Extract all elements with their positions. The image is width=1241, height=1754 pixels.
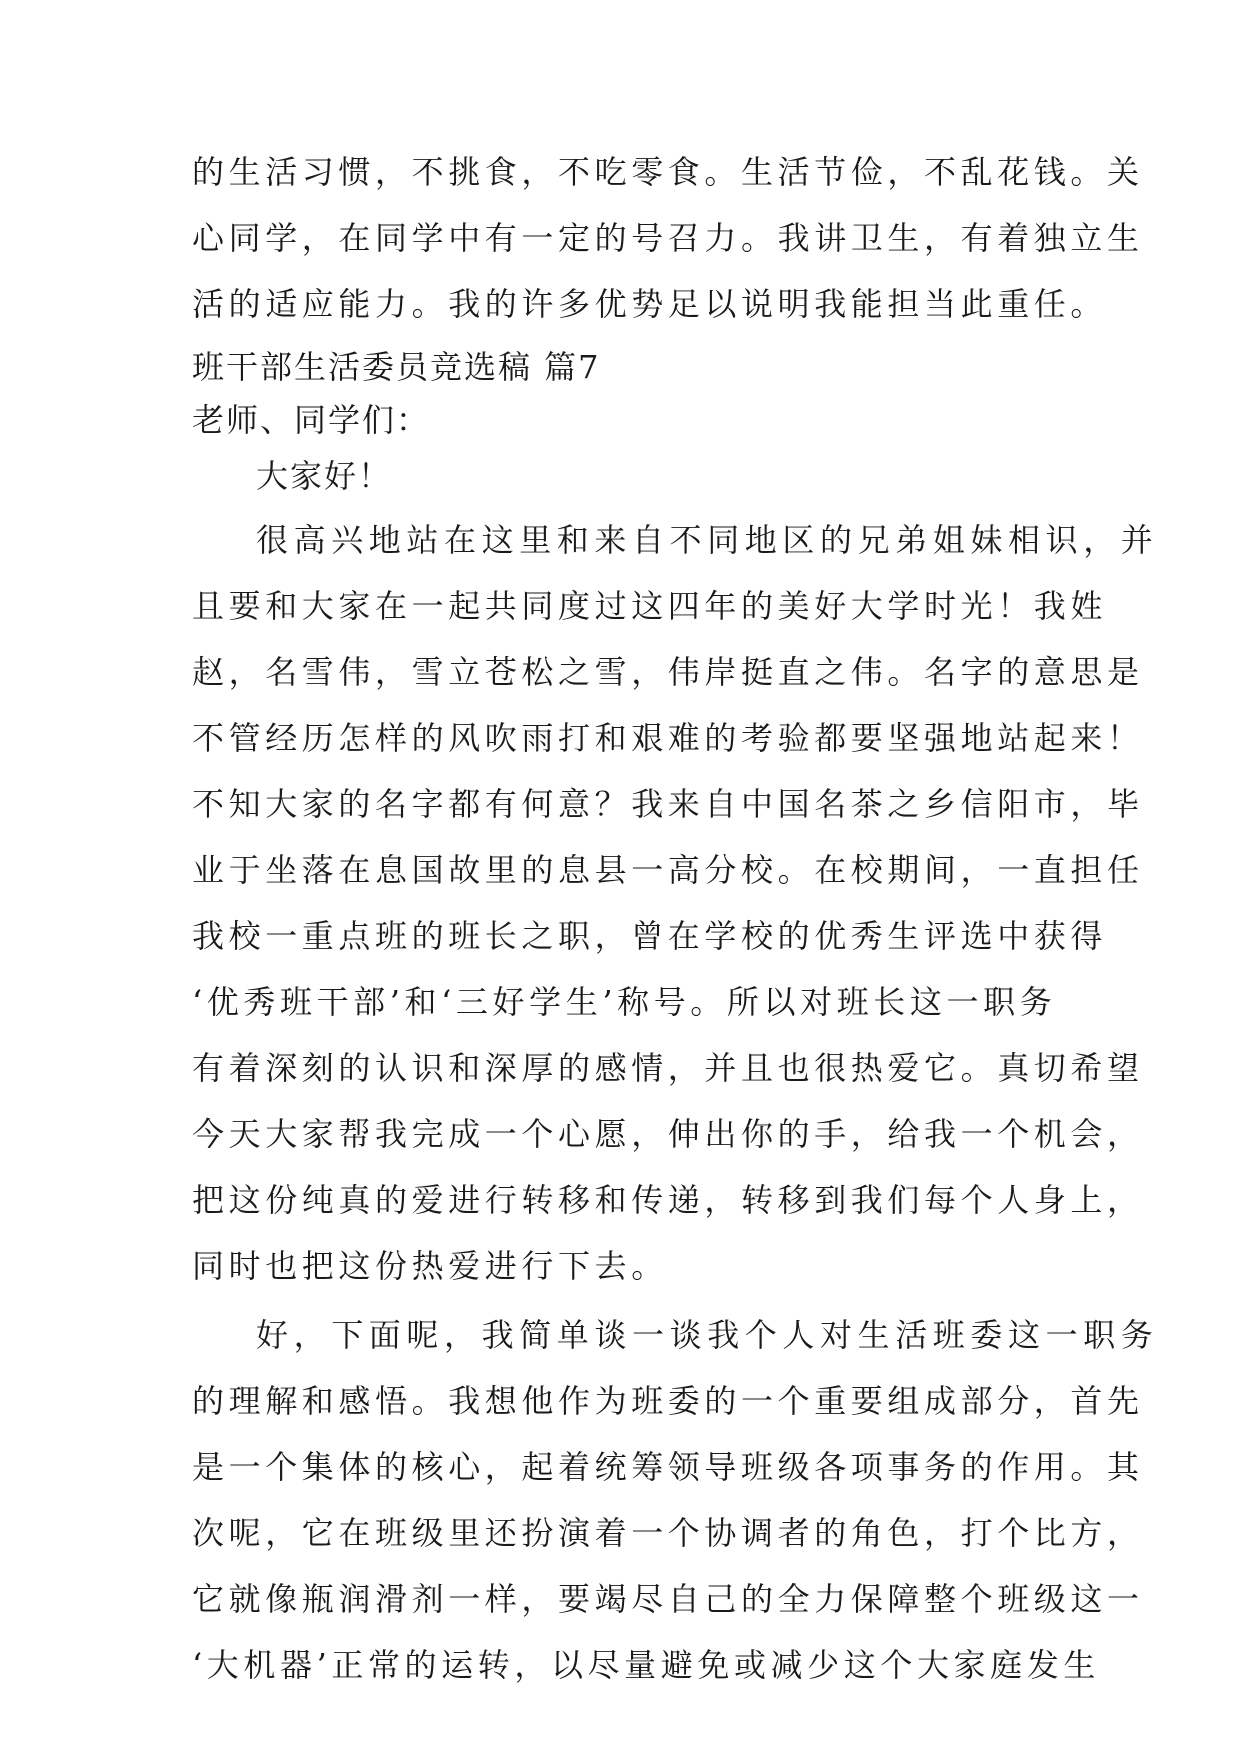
- paragraph-line: 活的适应能力。我的许多优势足以说明我能担当此重任。: [192, 285, 1108, 323]
- paragraph-line: 它就像瓶润滑剂一样，要竭尽自己的全力保障整个班级这一: [192, 1580, 1144, 1618]
- paragraph-line: 不知大家的名字都有何意？我来自中国名茶之乡信阳市，毕: [192, 785, 1144, 823]
- paragraph-line: 今天大家帮我完成一个心愿，伸出你的手，给我一个机会，: [192, 1115, 1144, 1153]
- greeting: 大家好！: [256, 457, 393, 495]
- paragraph-line: 赵，名雪伟，雪立苍松之雪，伟岸挺直之伟。名字的意思是: [192, 653, 1144, 691]
- paragraph-line: 的理解和感悟。我想他作为班委的一个重要组成部分，首先: [192, 1382, 1144, 1420]
- paragraph-line: ‘大机器’正常的运转，以尽量避免或减少这个大家庭发生: [192, 1646, 1100, 1684]
- paragraph-line: 不管经历怎样的风吹雨打和艰难的考验都要坚强地站起来！: [192, 719, 1144, 757]
- paragraph-line: 同时也把这份热爱进行下去。: [192, 1247, 668, 1285]
- paragraph-line: 很高兴地站在这里和来自不同地区的兄弟姐妹相识，并: [256, 521, 1159, 559]
- paragraph-line: 有着深刻的认识和深厚的感情，并且也很热爱它。真切希望: [192, 1049, 1144, 1087]
- paragraph-line: ‘优秀班干部’和‘三好学生’称号。所以对班长这一职务: [192, 983, 1057, 1021]
- salutation: 老师、同学们：: [192, 401, 431, 439]
- paragraph-line: 把这份纯真的爱进行转移和传递，转移到我们每个人身上，: [192, 1181, 1144, 1219]
- paragraph-line: 我校一重点班的班长之职，曾在学校的优秀生评选中获得: [192, 917, 1108, 955]
- paragraph-line: 的生活习惯，不挑食，不吃零食。生活节俭，不乱花钱。关: [192, 153, 1144, 191]
- paragraph-line: 次呢，它在班级里还扮演着一个协调者的角色，打个比方，: [192, 1514, 1144, 1552]
- paragraph-line: 业于坐落在息国故里的息县一高分校。在校期间，一直担任: [192, 851, 1144, 889]
- paragraph-line: 好，下面呢，我简单谈一谈我个人对生活班委这一职务: [256, 1316, 1159, 1354]
- section-heading: 班干部生活委员竞选稿 篇7: [192, 348, 601, 386]
- paragraph-line: 是一个集体的核心，起着统筹领导班级各项事务的作用。其: [192, 1448, 1144, 1486]
- paragraph-line: 且要和大家在一起共同度过这四年的美好大学时光！我姓: [192, 587, 1108, 625]
- paragraph-line: 心同学，在同学中有一定的号召力。我讲卫生，有着独立生: [192, 219, 1144, 257]
